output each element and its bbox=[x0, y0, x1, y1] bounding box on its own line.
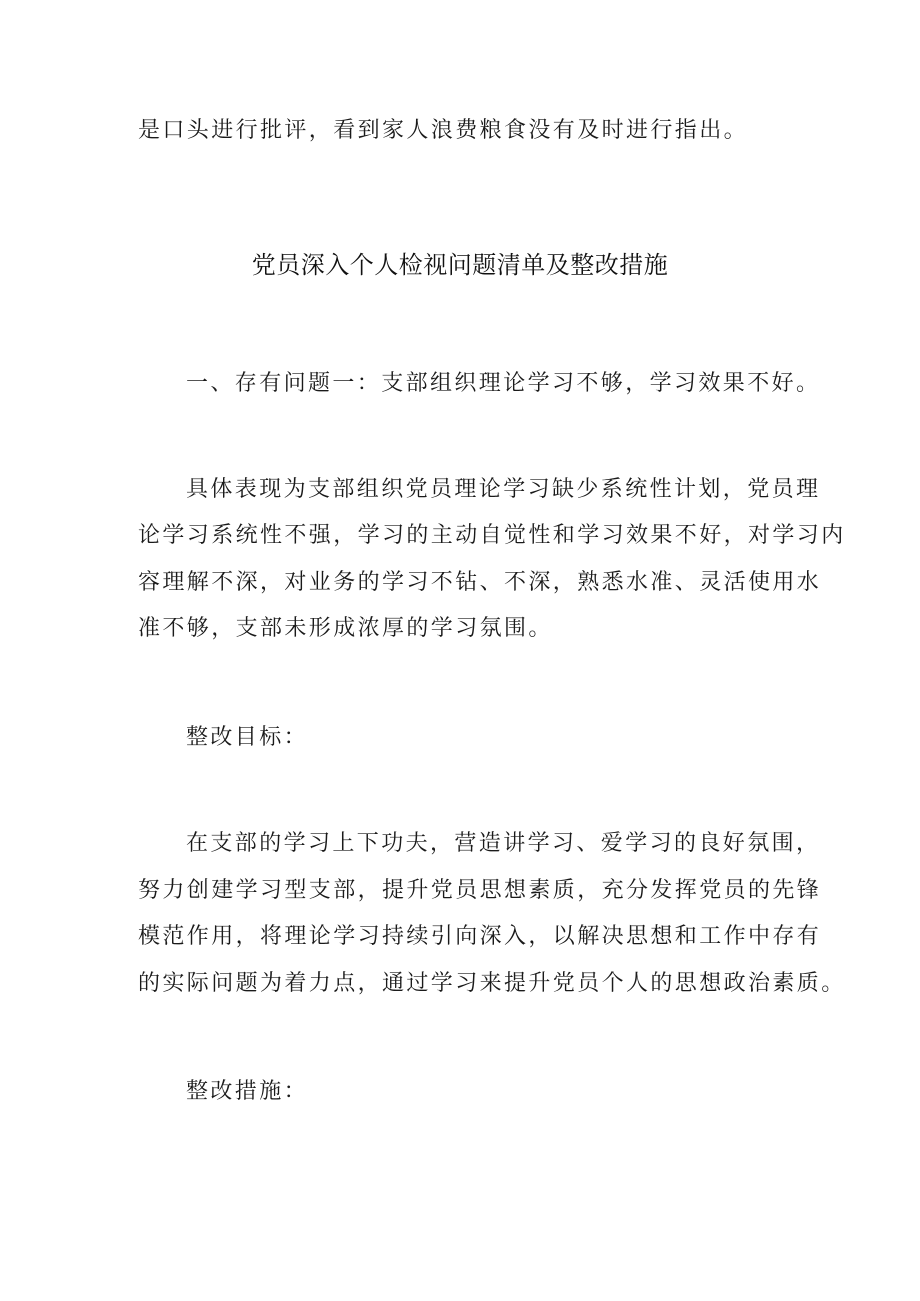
goal-paragraph-line-1: 在支部的学习上下功夫，营造讲学习、爱学习的良好氛围， bbox=[186, 831, 821, 856]
issue-paragraph-line-1: 具体表现为支部组织党员理论学习缺少系统性计划，党员理 bbox=[186, 477, 821, 502]
goal-paragraph-line-2: 努力创建学习型支部，提升党员思想素质，充分发挥党员的先锋 bbox=[138, 878, 822, 903]
issue-paragraph-line-4: 准不够，支部未形成浓厚的学习氛围。 bbox=[138, 616, 553, 641]
document-title: 党员深入个人检视问题清单及整改措施 bbox=[251, 251, 669, 279]
measures-heading: 整改措施： bbox=[186, 1079, 309, 1104]
goal-paragraph-line-3: 模范作用，将理论学习持续引向深入，以解决思想和工作中存有 bbox=[138, 924, 822, 949]
goal-heading: 整改目标： bbox=[186, 725, 309, 750]
continuation-line: 是口头进行批评，看到家人浪费粮食没有及时进行指出。 bbox=[138, 118, 749, 143]
goal-paragraph-line-4: 的实际问题为着力点，通过学习来提升党员个人的思想政治素质。 bbox=[138, 971, 846, 996]
issue-paragraph-line-3: 容理解不深，对业务的学习不钻、不深，熟悉水准、灵活使用水 bbox=[138, 570, 822, 595]
issue-paragraph-line-2: 论学习系统性不强，学习的主动自觉性和学习效果不好，对学习内 bbox=[138, 523, 846, 548]
issue-heading: 一、存有问题一：支部组织理论学习不够，学习效果不好。 bbox=[186, 371, 821, 396]
